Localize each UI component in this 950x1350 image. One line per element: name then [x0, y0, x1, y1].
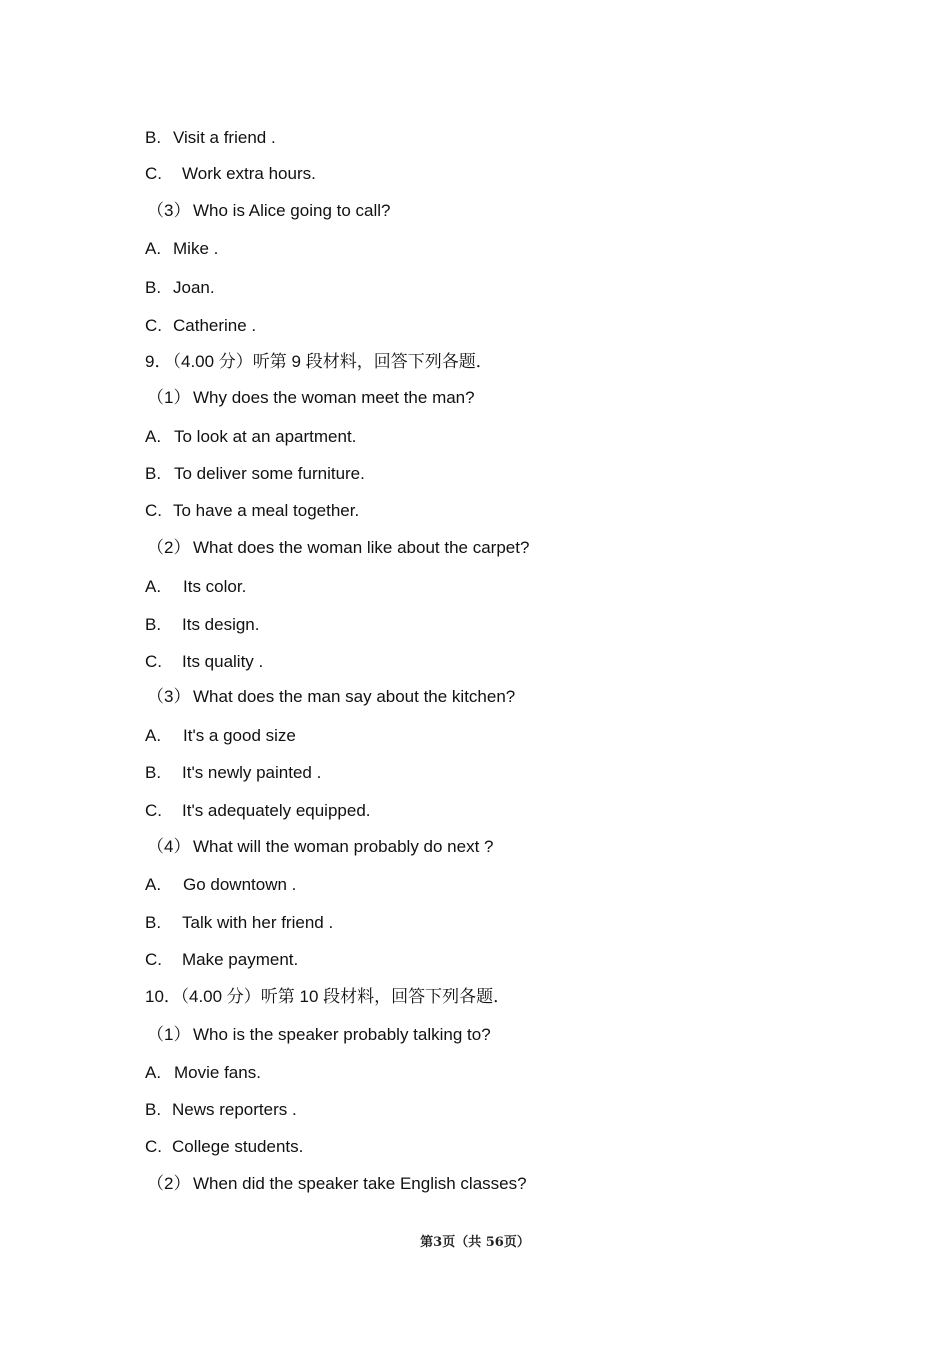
option-text: Its color.: [183, 577, 247, 596]
question-text: Who is Alice going to call?: [193, 201, 391, 220]
question-number: （1）: [147, 388, 191, 407]
option-text: To deliver some furniture.: [174, 464, 365, 483]
option-text: It's newly painted .: [182, 763, 322, 782]
option-text: Visit a friend .: [173, 128, 276, 147]
question-text: Why does the woman meet the man?: [193, 388, 475, 407]
option-label: A.: [145, 726, 162, 745]
option-label: C.: [145, 950, 162, 969]
question-text: What will the woman probably do next ?: [193, 837, 494, 856]
option-text: News reporters .: [172, 1100, 297, 1119]
question-text: （4.00 分）听第 10 段材料，回答下列各题．: [172, 987, 511, 1006]
option-label: A.: [145, 239, 162, 258]
option-label: B.: [145, 615, 162, 634]
option-label: C.: [145, 801, 162, 820]
option-label: B.: [145, 913, 162, 932]
option-label: C.: [145, 501, 162, 520]
question-number: （2）: [147, 538, 191, 557]
option-text: Its quality .: [182, 652, 264, 671]
option-label: B.: [145, 128, 162, 147]
option-label: C.: [145, 164, 162, 183]
option-label: C.: [145, 652, 162, 671]
question-text: When did the speaker take English classes?: [193, 1174, 527, 1193]
option-text: Mike .: [173, 239, 219, 258]
option-text: College students.: [172, 1137, 304, 1156]
option-label: A.: [145, 875, 162, 894]
question-number: （1）: [147, 1025, 191, 1044]
question-text: What does the man say about the kitchen?: [193, 687, 516, 706]
option-label: B.: [145, 763, 162, 782]
option-text: Movie fans.: [174, 1063, 261, 1082]
question-text: What does the woman like about the carpet?: [193, 538, 530, 557]
option-text: It's adequately equipped.: [182, 801, 371, 820]
question-number: 9．: [145, 352, 172, 371]
option-text: Talk with her friend .: [182, 913, 334, 932]
question-number: （3）: [147, 201, 191, 220]
question-number: 10．: [145, 987, 181, 1006]
page-footer: 第3页（共 56页）: [420, 1235, 530, 1250]
question-number: （3）: [147, 687, 191, 706]
option-label: A.: [145, 577, 162, 596]
option-text: It's a good size: [183, 726, 296, 745]
option-label: B.: [145, 278, 162, 297]
option-label: A.: [145, 1063, 162, 1082]
option-label: C.: [145, 316, 162, 335]
option-text: Make payment.: [182, 950, 299, 969]
option-text: Catherine .: [173, 316, 257, 335]
option-text: Work extra hours.: [182, 164, 316, 183]
option-label: B.: [145, 464, 162, 483]
option-label: C.: [145, 1137, 162, 1156]
question-text: （4.00 分）听第 9 段材料，回答下列各题．: [164, 352, 493, 371]
option-label: B.: [145, 1100, 162, 1119]
option-text: To have a meal together.: [173, 501, 360, 520]
option-label: A.: [145, 427, 162, 446]
question-text: Who is the speaker probably talking to?: [193, 1025, 491, 1044]
option-text: Its design.: [182, 615, 260, 634]
option-text: Go downtown .: [183, 875, 297, 894]
option-text: To look at an apartment.: [174, 427, 357, 446]
option-text: Joan.: [173, 278, 215, 297]
question-number: （4）: [147, 837, 191, 856]
question-number: （2）: [147, 1174, 191, 1193]
